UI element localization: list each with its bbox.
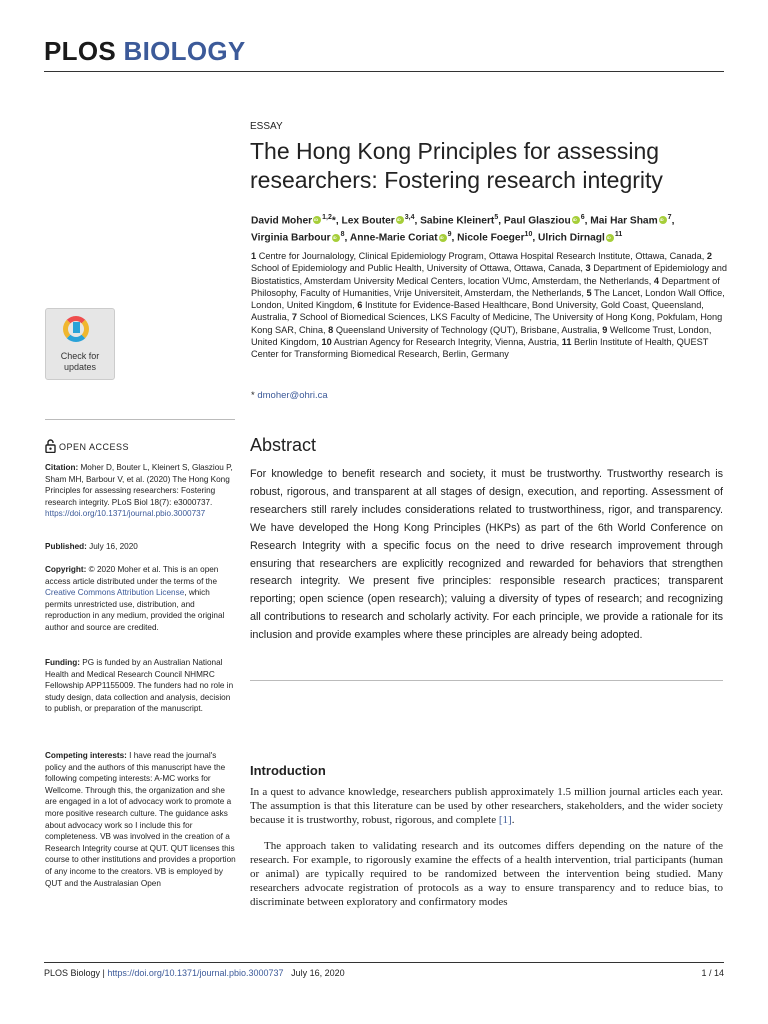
affil-text: Institute for Evidence-Based Healthcare, Bond University, Gold Coast, Queensland, Australia, [251,300,704,323]
open-access-badge [45,439,129,453]
author-name[interactable]: Ulrich Dirnagl [538,232,605,244]
license-link[interactable]: Creative Commons Attribution License [45,588,185,598]
orcid-icon[interactable] [396,216,404,224]
header-divider [44,71,724,72]
affil-number: 2 [706,251,713,261]
intro-paragraph-text: . [511,814,515,826]
footer-doi-link[interactable]: https://doi.org/10.1371/journal.pbio.3000737 [107,968,284,978]
competing-interests-text: I have read the journal's policy and the authors of this manuscript have the following competing interests: A-MC works for Wellcome. Through this, the organization and she are engaged in a lot of advocacy work to promote a more positive research culture. The guidance asks about advocacy work so I include this for completeness. VB was involved in the creation of a Research Integrity course at QUT. QUT licenses this course to other institutions and provides a proportion of any income to the creators. VB is employed by QUT and the Australasian Open [45,751,236,888]
abstract-text: For knowledge to benefit research and society, it must be trustworthy. Trustworthy research is robust, rigorous, and transparent at all stages of design, execution, and reporting. Assessment of researchers still rarely includes considerations related to trustworthiness, rigor, and transparency. We have developed the Hong Kong Principles (HKPs) as part of the 6th World Conference on Research Integrity with a specific focus on the need to drive research improvement through ensuring that researchers are explicitly recognized and rewarded for behaviors that strengthen research integrity. We present five principles: responsible research practices; transparent reporting; open science (open research); valuing a diversity of types of research; and recognizing all contributions to research and scholarly activity. For each principle, we provide a rationale for its inclusion and provide examples where these principles are already being adopted. [250,468,723,642]
affil-number: 10 [321,337,332,348]
copyright-text: © 2020 Moher et al. This is an open access article distributed under the terms of the [45,565,219,586]
author-name[interactable]: Paul Glasziou [503,215,571,227]
corresponding-marker: * [251,390,255,401]
orcid-icon[interactable] [659,216,667,224]
affil-text: Austrian Agency for Research Integrity, Vienna, Austria, [333,337,560,348]
article-title: The Hong Kong Principles for assessing researchers: Fostering research integrity [250,138,663,193]
orcid-icon[interactable] [439,234,447,242]
corresponding-email-line [251,390,328,401]
affil-number: 7 [291,312,297,323]
author-affil-sup: 3,4 [404,214,415,221]
author-name[interactable]: Mai Har Sham [590,215,658,227]
affil-text: Berlin Institute of Health, QUEST Center for Transforming Biomedical Research, Berlin, Germany [251,337,709,360]
article-type: ESSAY [250,121,283,132]
check-updates-label: updates [63,362,97,372]
citation-label: Citation: [45,463,79,472]
journal-name-plos: PLOS [44,36,116,66]
published-block [45,541,237,553]
citation-text: Moher D, Bouter L, Kleinert S, Glasziou P, Sham MH, Barbour V, et al. (2020) The Hong Kong Principles for assessing researchers: Fostering research integrity. PLoS Biol 18(7): e3000737. [45,463,233,507]
author-name[interactable]: Nicole Foeger [457,232,525,244]
author-list: David MoheriD $^{1,2}$*, Lex BouteriD $^{3,4}$, Sabine Kleinert$^5$, Paul GlasziouiD $^6$, Mai Har ShamiD $^7$, Virginia BarbouriD $^8$, Anne-Marie CoriatiD $^9$, Nicole Foeger$^{10}$, Ulrich DirnagliD $^{11}$ [251,211,731,246]
author-affil-sup: 1,2 [322,214,332,221]
affiliations [251,250,731,361]
affil-text: The Lancet, London Wall Office, London, United Kingdom, [251,287,725,311]
intro-paragraph: The approach taken to validating research and its outcomes differs depending on the nature of the research. For example, to rigorously examine the effects of a health intervention, trial participants (human or animal) are typically required to be randomized between the intervention being studied. Many researchers advocate registration of protocols as a way to ensure transparency and to reduce bias, to discriminate between exploratory and confirmatory modes [250,840,723,908]
sidebar-divider [45,419,235,420]
orcid-icon[interactable] [332,234,340,242]
copyright-label: Copyright: [45,565,87,574]
competing-interests-label: Competing interests: [45,751,127,760]
open-access-label: OPEN ACCESS [59,442,130,452]
affil-number: 3 [585,263,591,274]
abstract-heading: Abstract [250,435,317,455]
author-affil-sup: 9 [447,231,452,239]
competing-interests-block [45,750,237,889]
open-lock-icon [45,439,56,453]
citation-block [45,462,237,520]
author-name[interactable]: Anne-Marie Coriat [349,232,438,244]
corresponding-email-link[interactable]: dmoher@ohri.ca [257,390,328,401]
affil-text: Department of Philosophy, Faculty of Humanities, Vrije Universiteit, Amsterdam, the Netherlands, [251,275,720,298]
author-affil-sup: 5 [494,214,499,221]
page-footer [44,968,345,978]
affil-number: 9 [602,324,608,335]
author-affil-sup: 11 [614,231,623,239]
introduction-heading: Introduction [250,763,326,778]
published-label: Published: [45,542,87,551]
footer-separator: | [102,968,105,978]
check-updates-label: Check for [60,351,100,361]
reference-link[interactable]: [1] [498,814,512,826]
affil-text: Centre for Journalology, Clinical Epidemiology Program, Ottawa Hospital Research Institute, Ottawa, Canada, [258,251,705,261]
orcid-icon[interactable] [606,234,614,242]
abstract-divider [250,680,723,681]
affil-text: Wellcome Trust, London, United Kingdom, [251,324,712,348]
affil-text: Department of Epidemiology and Biostatistics, Amsterdam University Medical Centers, location VUmc, Amsterdam, the Netherlands, [251,263,728,286]
check-for-updates-button[interactable] [45,308,115,380]
author-name[interactable]: David Moher [251,215,313,227]
author-affil-sup: 7 [667,214,672,221]
published-date: July 16, 2020 [89,542,138,551]
corresponding-marker: * [331,215,336,227]
affil-text: School of Biomedical Sciences, LKS Faculty of Medicine, The University of Hong Kong, Pokfulam, Hong Kong SAR, China, [251,312,723,335]
affil-number: 5 [586,287,592,298]
journal-name-biology: BIOLOGY [123,36,246,66]
footer-journal: PLOS Biology [44,968,101,978]
copyright-text: , which permits unrestricted use, distribution, and reproduction in any medium, provided the original author and source are credited. [45,588,225,632]
funding-text: PG is funded by an Australian National Health and Medical Research Council NHMRC Fellowship APP1155009. The funders had no role in study design, data collection and analysis, decision to publish, or preparation of the manuscript. [45,658,234,714]
affil-text: School of Epidemiology and Public Health, University of Ottawa, Ottawa, Canada, [251,263,583,274]
funding-label: Funding: [45,658,81,667]
orcid-icon[interactable] [572,216,580,224]
footer-divider [44,962,724,963]
page-number: 1 / 14 [701,968,724,978]
intro-paragraph-text: In a quest to advance knowledge, researchers publish approximately 1.5 million journal articles each year. The assumption is that this literature can be used by other researchers, stakeholders, and the wider society because it is trustworthy, robust, rigorous, and complete [250,786,723,826]
bookmark-icon [73,322,80,333]
orcid-icon[interactable] [313,216,321,224]
author-affil-sup: 6 [580,214,585,221]
citation-doi-link[interactable]: https://doi.org/10.1371/journal.pbio.3000737 [45,509,206,519]
affil-number: 11 [561,337,572,348]
intro-paragraph [250,785,723,827]
author-name[interactable]: Virginia Barbour [251,232,331,244]
affil-text: Queensland University of Technology (QUT), Brisbane, Australia, [335,324,600,335]
affil-number: 8 [328,324,334,335]
author-affil-sup: 8 [340,231,345,239]
affil-number: 4 [653,275,659,286]
footer-date: July 16, 2020 [291,968,345,978]
affil-number: 1 [251,251,257,261]
journal-logo[interactable] [44,36,246,67]
author-name[interactable]: Lex Bouter [341,215,395,227]
author-name[interactable]: Sabine Kleinert [420,215,495,227]
author-affil-sup: 10 [524,231,533,239]
copyright-block [45,564,237,634]
funding-block [45,657,237,715]
affil-number: 6 [357,300,363,311]
